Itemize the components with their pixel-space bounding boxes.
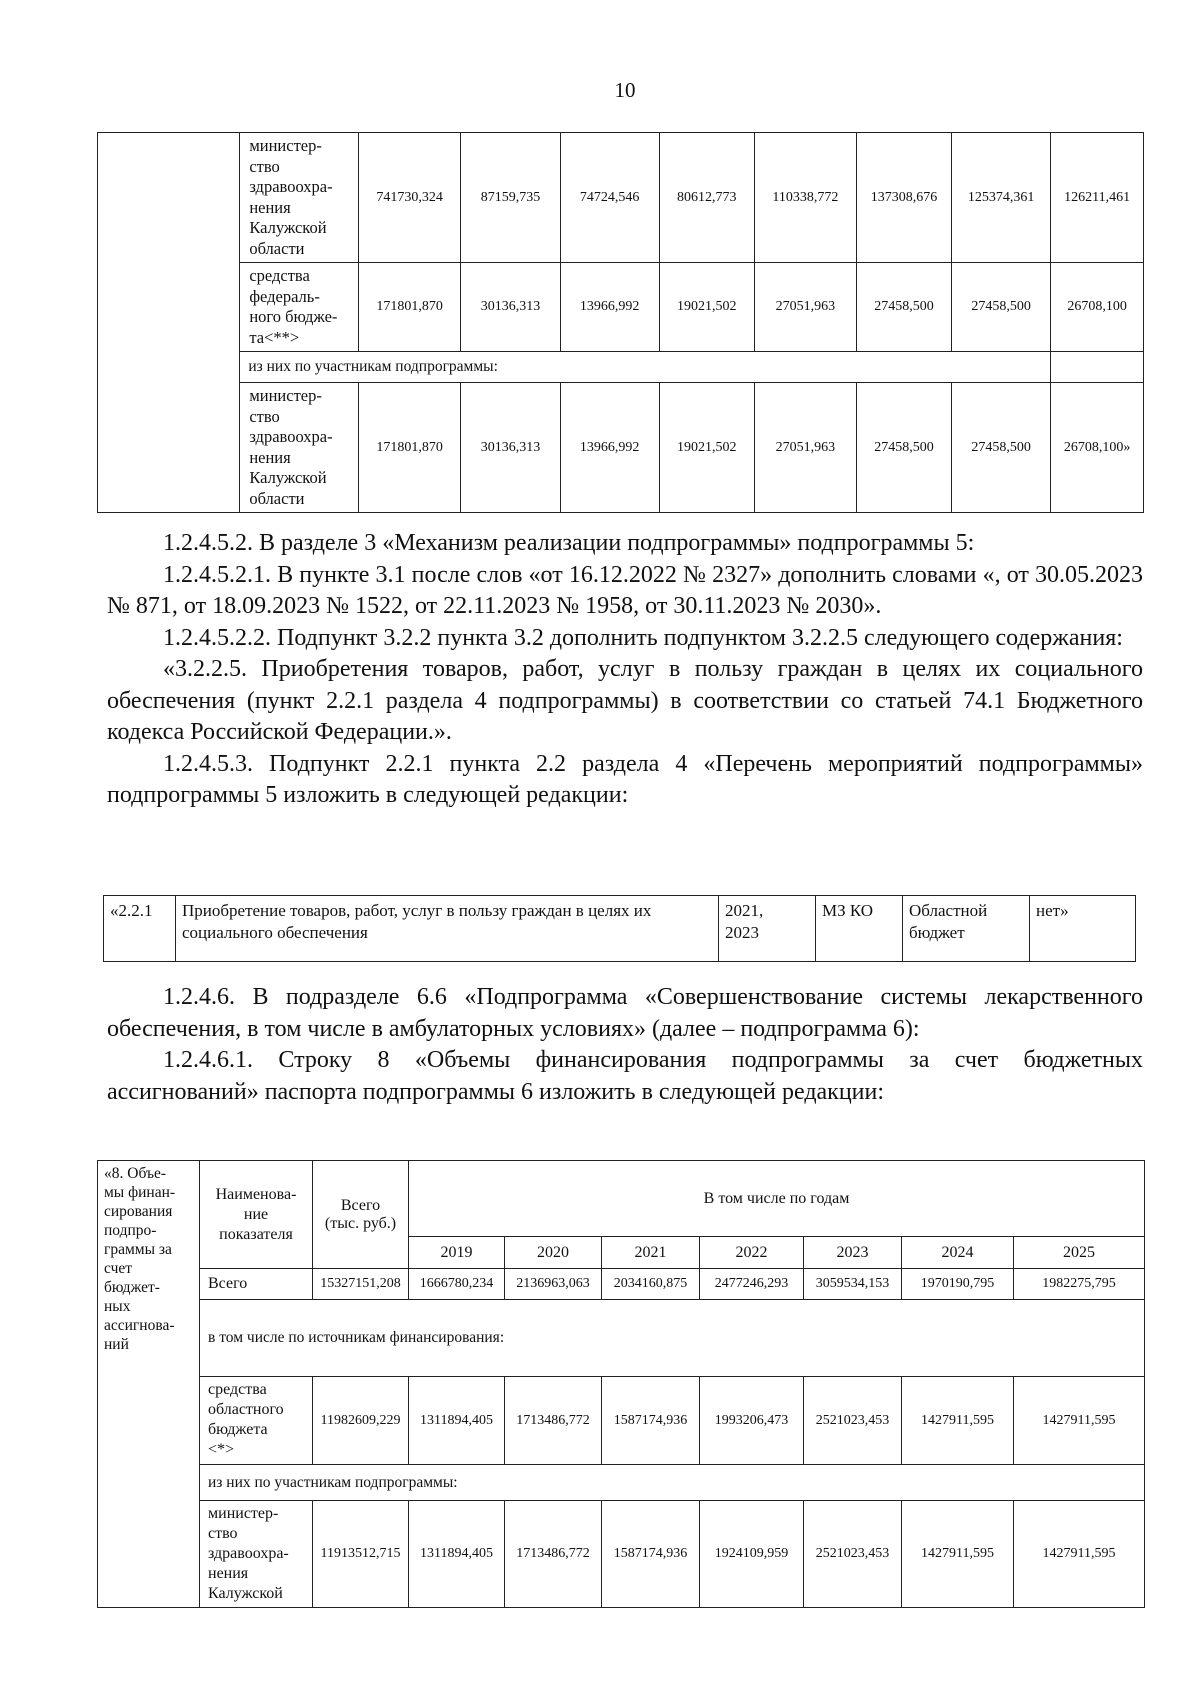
table-row <box>98 1377 1145 1465</box>
year-header: 2023 <box>804 1237 902 1269</box>
row-label: средства федераль- ного бюдже- та<**> <box>240 263 359 352</box>
table-row <box>98 1269 1145 1300</box>
value-cell: 1924109,959 <box>700 1501 804 1608</box>
year-header: 2022 <box>700 1237 804 1269</box>
table-row <box>104 896 1136 962</box>
row-caption: «8. Объе- мы финан- сирования подпро- граммы за счет бюджет- ных ассигнова- ний <box>98 1161 200 1608</box>
text-block <box>107 982 1143 1108</box>
value-cell: 30136,313 <box>461 263 560 352</box>
value-cell: 1587174,936 <box>602 1501 700 1608</box>
measure-years: 2021, 2023 <box>719 896 816 962</box>
column-header: В том числе по годам <box>409 1161 1145 1237</box>
section-label: в том числе по источникам финансирования: <box>200 1300 1145 1377</box>
section-label: из них по участникам подпрограммы: <box>200 1465 1145 1501</box>
paragraph: 1.2.4.6.1. Строку 8 «Объемы финансирования подпрограммы за счет бюджетных ассигнований» паспорта подпрограммы 6 изложить в следующей редакции: <box>107 1047 1143 1105</box>
section-label: из них по участникам подпрограммы: <box>240 352 1051 383</box>
measure-amount: нет» <box>1030 896 1136 962</box>
value-cell: 27051,963 <box>754 263 856 352</box>
passport-funding-table <box>97 1160 1145 1608</box>
value-cell: 1311894,405 <box>409 1501 505 1608</box>
value-cell: 126211,461 <box>1051 133 1144 263</box>
year-header: 2024 <box>902 1237 1014 1269</box>
value-cell: 27458,500 <box>857 263 952 352</box>
value-cell: 87159,735 <box>461 133 560 263</box>
value-cell: 26708,100» <box>1051 383 1144 513</box>
paragraph: «3.2.2.5. Приобретения товаров, работ, услуг в пользу граждан в целях их социального обеспечения (пункт 2.2.1 раздела 4 подпрограммы) в соответствии со статьей 74.1 Бюджетного кодекса Российской Федерации.». <box>107 656 1143 745</box>
empty-cell <box>1051 352 1144 383</box>
measure-table <box>103 895 1136 962</box>
year-header: 2019 <box>409 1237 505 1269</box>
table-row <box>98 383 1144 513</box>
value-cell: 1587174,936 <box>602 1377 700 1465</box>
value-cell: 11982609,229 <box>313 1377 409 1465</box>
value-cell: 2034160,875 <box>602 1269 700 1300</box>
paragraph: 1.2.4.5.2.1. В пункте 3.1 после слов «от 16.12.2022 № 2327» дополнить словами «, от 30.05.2023 № 871, от 18.09.2023 № 1522, от 22.11.2023 № 1958, от 30.11.2023 № 2030». <box>107 561 1143 619</box>
value-cell: 1427911,595 <box>1014 1501 1145 1608</box>
value-cell: 110338,772 <box>754 133 856 263</box>
value-cell: 19021,502 <box>659 263 754 352</box>
value-cell: 1427911,595 <box>902 1501 1014 1608</box>
value-cell: 2521023,453 <box>804 1377 902 1465</box>
value-cell: 171801,870 <box>358 383 460 513</box>
row-label: министер- ство здравоохра- нения Калужской <box>200 1501 313 1608</box>
value-cell: 1993206,473 <box>700 1377 804 1465</box>
table-row <box>98 263 1144 352</box>
value-cell: 26708,100 <box>1051 263 1144 352</box>
value-cell: 13966,992 <box>560 383 659 513</box>
value-cell: 1427911,595 <box>902 1377 1014 1465</box>
funding-table-continued <box>97 132 1144 513</box>
text-block <box>107 528 1143 812</box>
value-cell: 74724,546 <box>560 133 659 263</box>
measure-source: Областной бюджет <box>903 896 1030 962</box>
value-cell: 27458,500 <box>952 263 1051 352</box>
value-cell: 11913512,715 <box>313 1501 409 1608</box>
table-row <box>98 1300 1145 1377</box>
table-row <box>98 352 1144 383</box>
year-header: 2020 <box>505 1237 602 1269</box>
value-cell: 19021,502 <box>659 383 754 513</box>
year-header: 2025 <box>1014 1237 1145 1269</box>
value-cell: 27051,963 <box>754 383 856 513</box>
value-cell: 171801,870 <box>358 263 460 352</box>
value-cell: 27458,500 <box>952 383 1051 513</box>
value-cell: 1713486,772 <box>505 1377 602 1465</box>
measure-number: «2.2.1 <box>104 896 176 962</box>
paragraph: 1.2.4.5.2.2. Подпункт 3.2.2 пункта 3.2 дополнить подпунктом 3.2.2.5 следующего содержания: <box>163 624 1123 651</box>
value-cell: 13966,992 <box>560 263 659 352</box>
value-cell: 1427911,595 <box>1014 1377 1145 1465</box>
value-cell: 1982275,795 <box>1014 1269 1145 1300</box>
value-cell: 30136,313 <box>461 383 560 513</box>
value-cell: 15327151,208 <box>313 1269 409 1300</box>
value-cell: 2521023,453 <box>804 1501 902 1608</box>
row-label: министер- ство здравоохра- нения Калужской области <box>240 383 359 513</box>
value-cell: 2136963,063 <box>505 1269 602 1300</box>
value-cell: 137308,676 <box>857 133 952 263</box>
value-cell: 1666780,234 <box>409 1269 505 1300</box>
row-label: средства областного бюджета <*> <box>200 1377 313 1465</box>
empty-cell <box>98 133 240 513</box>
paragraph: 1.2.4.6. В подразделе 6.6 «Подпрограмма «Совершенствование системы лекарственного обеспечения, в том числе в амбулаторных условиях» (далее – подпрограмма 6): <box>107 984 1143 1042</box>
value-cell: 1713486,772 <box>505 1501 602 1608</box>
value-cell: 27458,500 <box>857 383 952 513</box>
table-header-row <box>98 1161 1145 1237</box>
value-cell: 125374,361 <box>952 133 1051 263</box>
value-cell: 80612,773 <box>659 133 754 263</box>
measure-executor: МЗ КО <box>816 896 903 962</box>
table-row <box>98 1501 1145 1608</box>
year-header: 2021 <box>602 1237 700 1269</box>
page-number: 10 <box>614 78 636 102</box>
paragraph: 1.2.4.5.3. Подпункт 2.2.1 пункта 2.2 раздела 4 «Перечень мероприятий подпрограммы» подпрограммы 5 изложить в следующей редакции: <box>107 750 1143 808</box>
value-cell: 1311894,405 <box>409 1377 505 1465</box>
measure-name: Приобретение товаров, работ, услуг в пользу граждан в целях их социального обеспечения <box>176 896 719 962</box>
row-label: Всего <box>200 1269 313 1300</box>
value-cell: 741730,324 <box>358 133 460 263</box>
column-header: Всего (тыс. руб.) <box>313 1161 409 1269</box>
row-label: министер- ство здравоохра- нения Калужской области <box>240 133 359 263</box>
column-header: Наименова- ние показателя <box>200 1161 313 1269</box>
paragraph: 1.2.4.5.2. В разделе 3 «Механизм реализации подпрограммы» подпрограммы 5: <box>163 530 975 556</box>
table-row <box>98 133 1144 263</box>
value-cell: 3059534,153 <box>804 1269 902 1300</box>
table-row <box>98 1465 1145 1501</box>
value-cell: 2477246,293 <box>700 1269 804 1300</box>
value-cell: 1970190,795 <box>902 1269 1014 1300</box>
